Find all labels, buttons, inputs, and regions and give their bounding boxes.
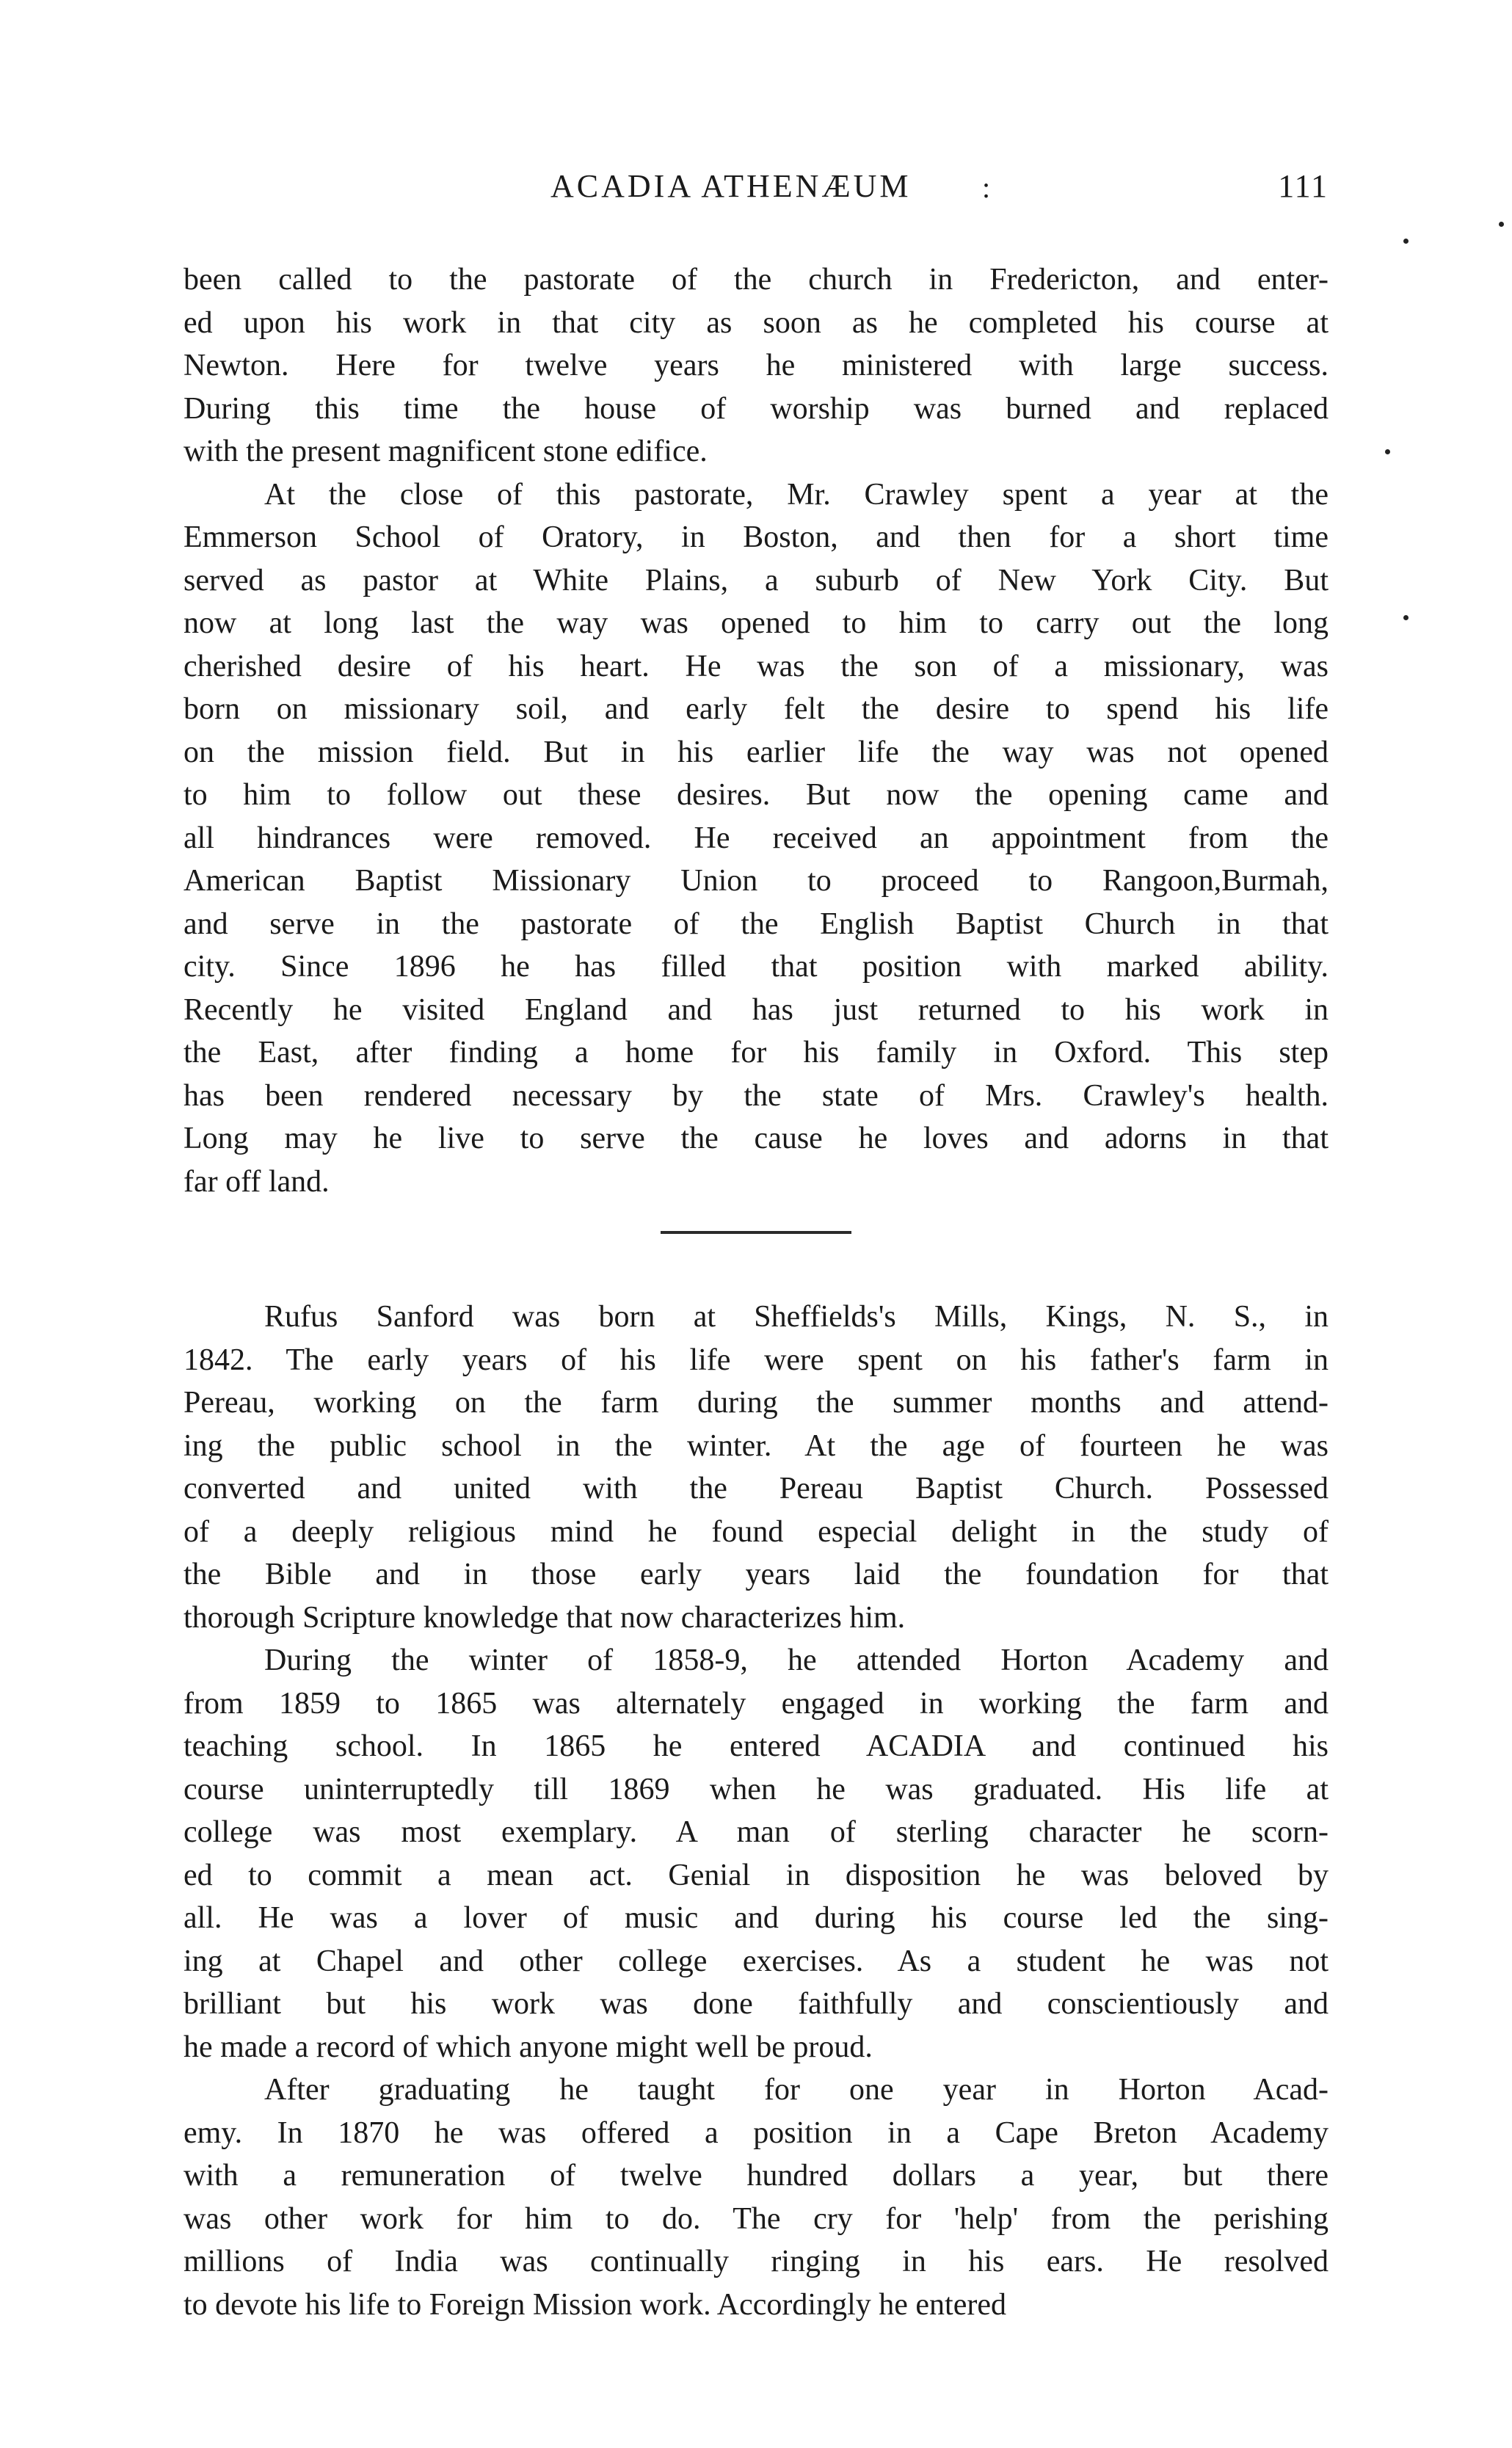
text-line: thorough Scripture knowledge that now characterizes him. bbox=[183, 1600, 906, 1635]
paragraph bbox=[183, 258, 1329, 473]
text-line: to him to follow out these desires. But now the opening came and bbox=[183, 778, 1329, 812]
text-line: Long may he live to serve the cause he loves and adorns in that bbox=[183, 1122, 1329, 1155]
article-sanford bbox=[183, 1296, 1329, 2326]
paragraph bbox=[183, 2069, 1329, 2326]
text-line: millions of India was continually ringing in his ears. He resolved bbox=[183, 2245, 1329, 2278]
text-line: American Baptist Missionary Union to proceed to Rangoon,Burmah, bbox=[183, 864, 1329, 898]
paragraph bbox=[183, 473, 1329, 1204]
print-speck bbox=[1385, 449, 1390, 454]
text-line: city. Since 1896 he has filled that position with marked ability. bbox=[183, 950, 1329, 984]
text-line: ed to commit a mean act. Genial in disposition he was beloved by bbox=[183, 1858, 1329, 1892]
text-line: the East, after finding a home for his family in Oxford. This step bbox=[183, 1036, 1329, 1069]
text-line: Rufus Sanford was born at Sheffields's Mills, Kings, N. S., in bbox=[264, 1300, 1329, 1334]
running-head-title: ACADIA ATHENÆUM bbox=[550, 168, 912, 204]
text-line: born on missionary soil, and early felt the desire to spend his life bbox=[183, 692, 1329, 726]
page-number: 111 bbox=[1278, 168, 1329, 204]
paragraph bbox=[183, 1296, 1329, 1639]
text-line: college was most exemplary. A man of sterling character he scorn- bbox=[183, 1815, 1329, 1849]
text-line: and serve in the pastorate of the English Baptist Church in that bbox=[183, 907, 1329, 941]
text-line: During the winter of 1858-9, he attended Horton Academy and bbox=[264, 1643, 1329, 1677]
text-line: course uninterruptedly till 1869 when he was graduated. His life at bbox=[183, 1772, 1329, 1806]
print-speck bbox=[1403, 239, 1409, 244]
body-text bbox=[183, 258, 1329, 2326]
text-line: now at long last the way was opened to him to carry out the long bbox=[183, 606, 1329, 640]
text-line: Recently he visited England and has just returned to his work in bbox=[183, 992, 1329, 1027]
text-line: from 1859 to 1865 was alternately engaged in working the farm and bbox=[183, 1686, 1329, 1721]
running-head bbox=[183, 167, 1329, 211]
text-line: At the close of this pastorate, Mr. Crawley spent a year at the bbox=[264, 477, 1329, 512]
text-line: with the present magnificent stone edifice. bbox=[183, 435, 708, 468]
text-line: ing the public school in the winter. At the age of fourteen he was bbox=[183, 1428, 1329, 1463]
text-line: converted and united with the Pereau Baptist Church. Possessed bbox=[183, 1472, 1329, 1506]
text-line: has been rendered necessary by the state of Mrs. Crawley's health. bbox=[183, 1078, 1329, 1113]
text-line: During this time the house of worship was burned and replaced bbox=[183, 391, 1329, 426]
text-line: been called to the pastorate of the church in Fredericton, and enter- bbox=[183, 263, 1329, 297]
print-speck bbox=[1403, 615, 1409, 620]
text-line: of a deeply religious mind he found especial delight in the study of bbox=[183, 1514, 1329, 1549]
article-crawley bbox=[183, 258, 1329, 1203]
running-head-mark: : bbox=[982, 171, 991, 204]
text-line: ed upon his work in that city as soon as he completed his course at bbox=[183, 305, 1329, 340]
text-line: he made a record of which anyone might well be proud. bbox=[183, 2030, 873, 2064]
text-line: Emmerson School of Oratory, in Boston, and then for a short time bbox=[183, 520, 1329, 554]
text-line: cherished desire of his heart. He was the son of a missionary, was bbox=[183, 649, 1329, 683]
text-line: the Bible and in those early years laid the foundation for that bbox=[183, 1558, 1329, 1591]
text-line: far off land. bbox=[183, 1164, 330, 1199]
text-line: to devote his life to Foreign Mission work. Accordingly he entered bbox=[183, 2287, 1006, 2322]
paragraph bbox=[183, 1639, 1329, 2069]
text-line: 1842. The early years of his life were spent on his father's farm in bbox=[183, 1343, 1329, 1377]
text-line: Newton. Here for twelve years he ministered with large success. bbox=[183, 349, 1329, 382]
text-line: Pereau, working on the farm during the summer months and attend- bbox=[183, 1386, 1329, 1420]
text-line: After graduating he taught for one year in Horton Acad- bbox=[264, 2073, 1329, 2107]
text-line: all. He was a lover of music and during his course led the sing- bbox=[183, 1901, 1329, 1935]
print-speck bbox=[1499, 222, 1504, 227]
text-line: served as pastor at White Plains, a suburb of New York City. But bbox=[183, 563, 1329, 598]
text-line: all hindrances were removed. He received an appointment from the bbox=[183, 821, 1329, 855]
text-line: with a remuneration of twelve hundred dollars a year, but there bbox=[183, 2159, 1329, 2193]
text-line: teaching school. In 1865 he entered ACADIA and continued his bbox=[183, 1729, 1329, 1763]
text-line: was other work for him to do. The cry for 'help' from the perishing bbox=[183, 2201, 1329, 2236]
text-line: on the mission field. But in his earlier life the way was not opened bbox=[183, 735, 1329, 769]
text-line: emy. In 1870 he was offered a position in a Cape Breton Academy bbox=[183, 2115, 1329, 2150]
text-line: ing at Chapel and other college exercises. As a student he was not bbox=[183, 1944, 1329, 1978]
text-line: brilliant but his work was done faithfully and conscientiously and bbox=[183, 1987, 1329, 2021]
